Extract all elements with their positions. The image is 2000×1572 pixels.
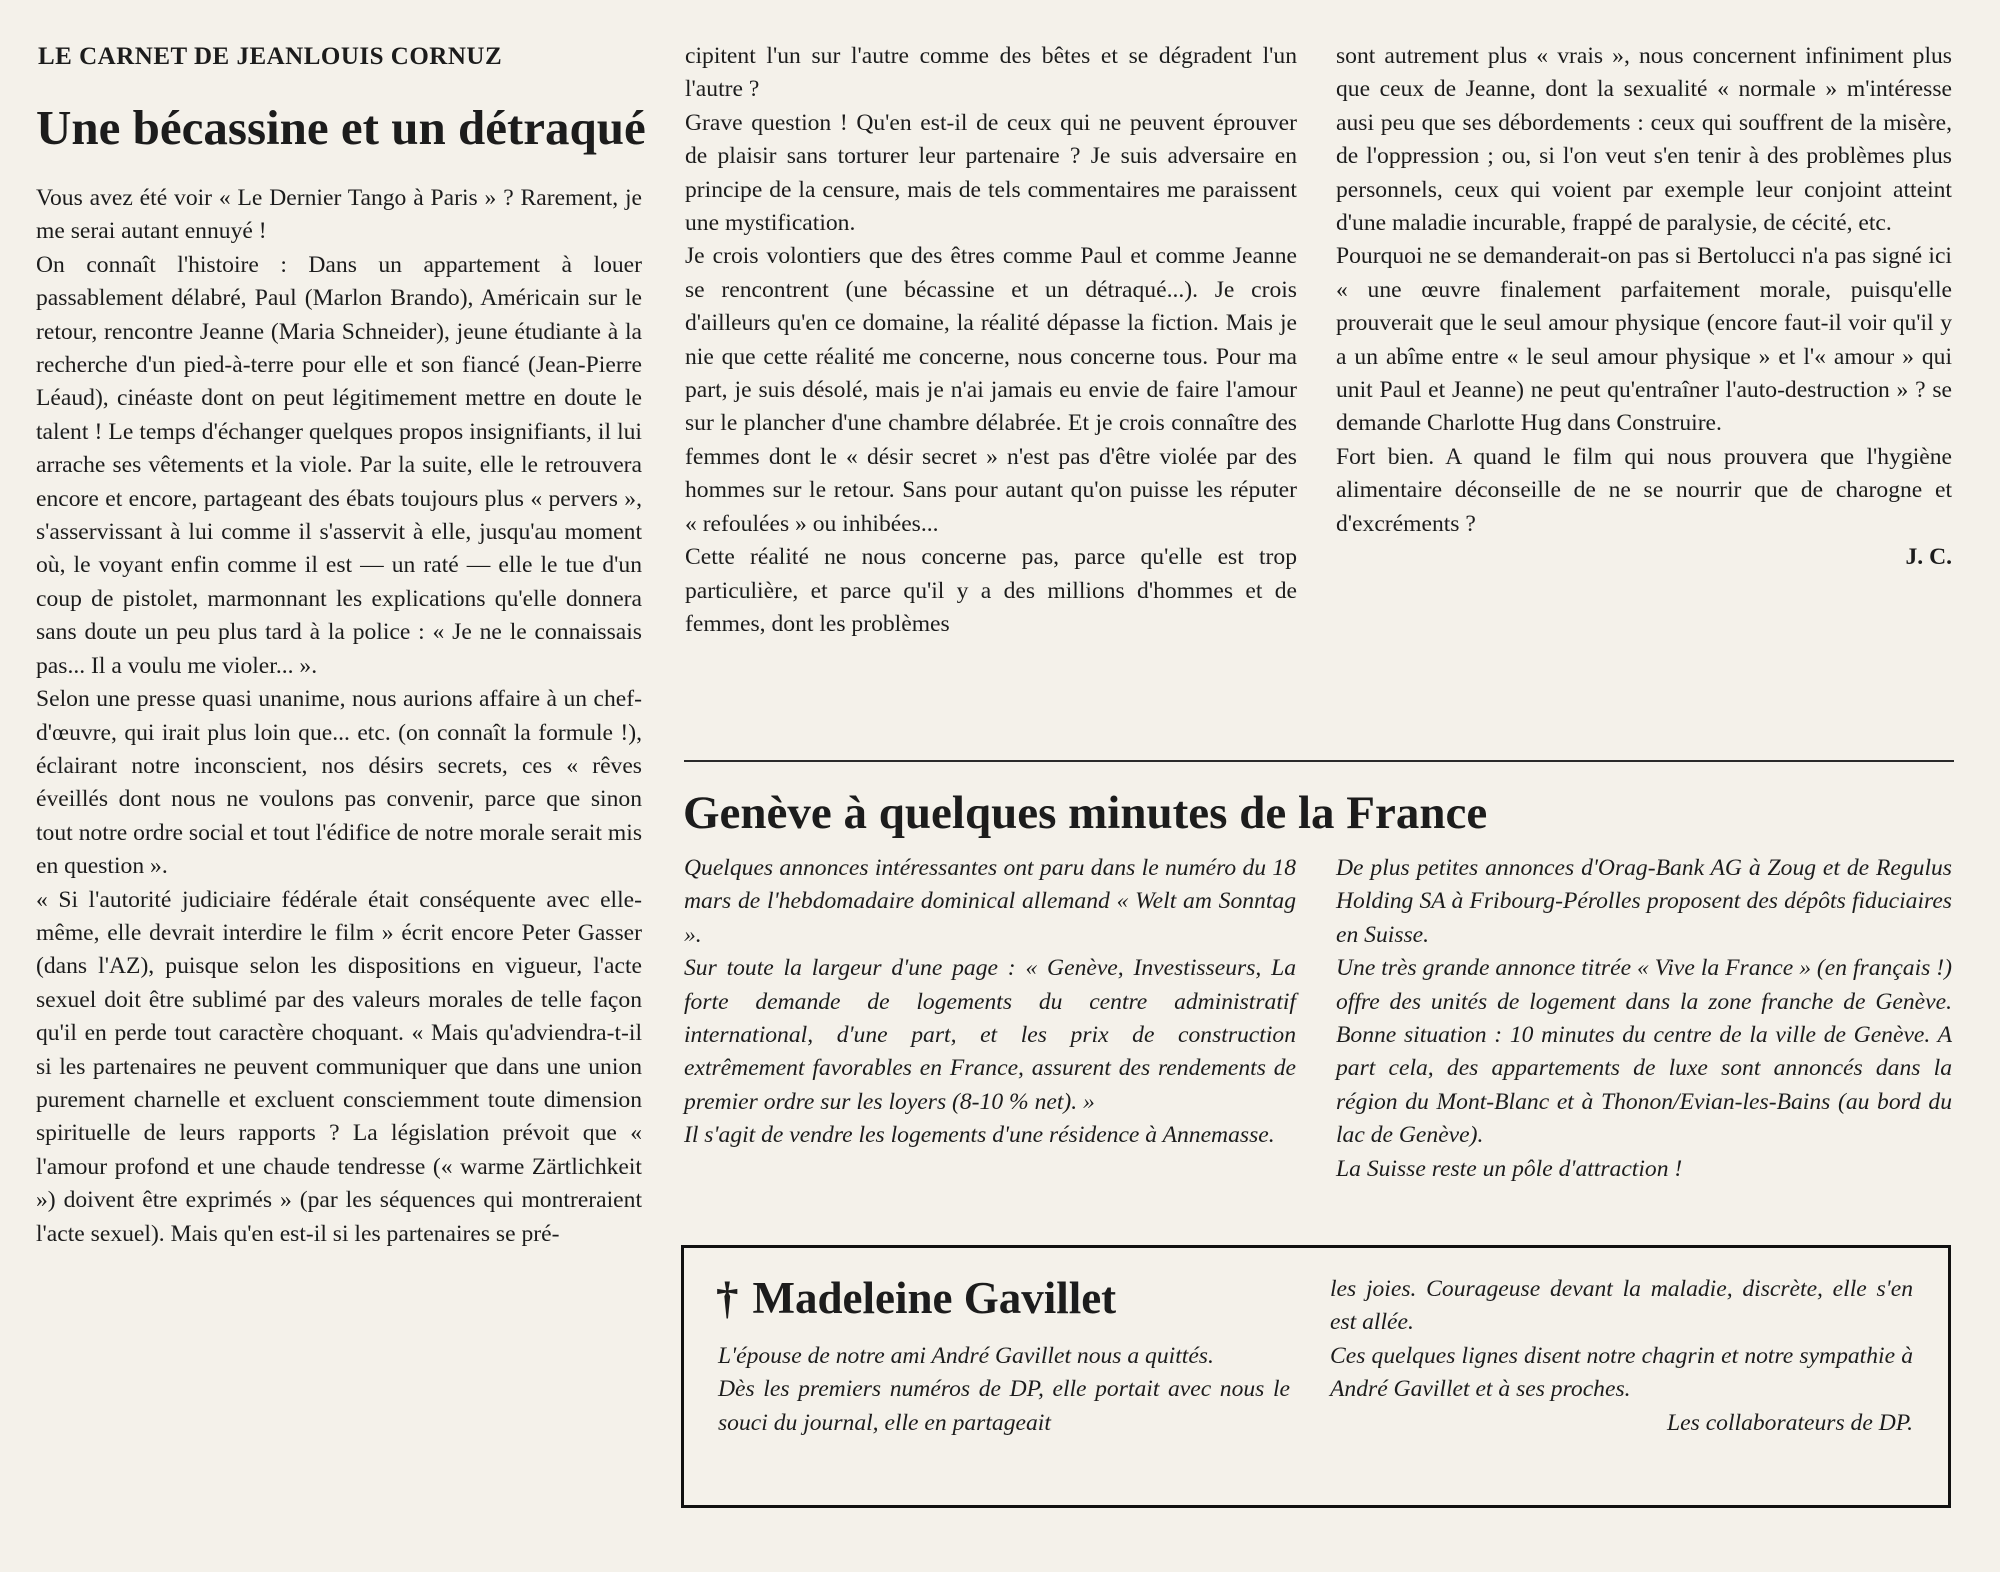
geneve-column-1 (684, 852, 1296, 1153)
paragraph: « Si l'autorité judiciaire fédérale était conséquente avec elle-même, elle devrait interdire le film » écrit encore Peter Gasser (dans l'AZ), puisque selon les dispositions en vigueur, l'acte sexuel doit être sublimé par des valeurs morales de telle façon qu'il en perde tout caractère choquant. « Mais qu'adviendra-t-il si les partenaires ne peuvent communiquer que dans une union purement charnelle et excluent consciemment toute dimension spirituelle de leurs rapports ? La législation prévoit que « l'amour profond et une chaude tendresse (« warme Zärtlichkeit ») doivent être exprimés » (par les séquences qui montreraient l'acte sexuel). Mais qu'en est-il si les partenaires se pré- (36, 886, 642, 1247)
obituary-column-1 (718, 1340, 1290, 1440)
paragraph: Selon une presse quasi unanime, nous aurions affaire à un chef-d'œuvre, qui irait plus loin que... etc. (on connaît la formule !), éclairant notre inconscient, nos désirs secrets, ces « rêves éveillés dont nous ne voulons pas convenir, parce que sinon tout notre ordre social et tout l'édifice de notre morale serait mis en question ». (36, 686, 642, 880)
paragraph: Vous avez été voir « Le Dernier Tango à Paris » ? Rarement, je me serai autant ennuyé ! (36, 185, 642, 245)
paragraph: Quelques annonces intéressantes ont paru dans le numéro du 18 mars de l'hebdomadaire dominical allemand « Welt am Sonntag ». (684, 855, 1296, 948)
paragraph: Dès les premiers numéros de DP, elle portait avec nous le souci du journal, elle en partageait (718, 1376, 1290, 1436)
paragraph: Grave question ! Qu'en est-il de ceux qui ne peuvent éprouver de plaisir sans torturer leur partenaire ? Je suis adversaire en principe de la censure, mais de tels commentaires me paraissent une mystification. (685, 109, 1297, 237)
paragraph: On connaît l'histoire : Dans un appartement à louer passablement délabré, Paul (Marlon Brando), Américain sur le retour, rencontre Jeanne (Maria Schneider), jeune étudiante à la recherche d'un pied-à-terre pour elle et son fiancé (Jean-Pierre Léaud), cinéaste dont on peut légitimement mettre en doute le talent ! Le temps d'échanger quelques propos insignifiants, il lui arrache ses vêtements et la viole. Par la suite, elle le retrouvera encore et encore, partageant des ébats toujours plus « pervers », s'asservissant à lui comme il s'asservit à elle, jusqu'au moment où, le voyant enfin comme il est — un raté — elle le tue d'un coup de pistolet, marmonnant les explications qu'elle donnera sans doute un peu plus tard à la police : « Je ne le connaissais pas... Il a voulu me violer... ». (36, 251, 642, 679)
carnet-column-1 (36, 182, 642, 1251)
geneve-column-2 (1336, 852, 1952, 1186)
paragraph: Sur toute la largeur d'une page : « Genève, Investisseurs, La forte demande de logements du centre administratif international, d'une part, et les prix de construction extrêmement favorables en France, assurent des rendements de premier ordre sur les loyers (8-10 % net). » (684, 955, 1296, 1115)
obituary-name: Madeleine Gavillet (752, 1273, 1117, 1323)
section-divider (684, 760, 1954, 762)
paragraph: Je crois volontiers que des êtres comme Paul et comme Jeanne se rencontrent (une bécassine et un détraqué...). Je crois d'ailleurs qu'en ce domaine, la réalité dépasse la fiction. Mais je nie que cette réalité me concerne, nous concerne tous. Pour ma part, je suis désolé, mais je n'ai jamais eu envie de faire l'amour sur le plancher d'une chambre délabrée. Et je crois connaître des femmes dont le « désir secret » n'est pas d'être violée par des hommes sur le retour. Sans pour autant qu'on puisse les réputer « refoulées » ou inhibées... (685, 243, 1297, 537)
geneve-title: Genève à quelques minutes de la France (683, 787, 1488, 839)
paragraph: Pourquoi ne se demanderait-on pas si Bertolucci n'a pas signé ici « une œuvre finalement parfaitement morale, puisqu'elle prouverait que le seul amour physique (encore faut-il voir qu'il y a un abîme entre « le seul amour physique » et l'« amour » qui unit Paul et Jeanne) ne peut qu'entraîner l'auto-destruction » ? se demande Charlotte Hug dans Construire. (1336, 243, 1952, 437)
cross-icon: † (716, 1273, 739, 1323)
carnet-column-2 (685, 40, 1297, 641)
paragraph: les joies. Courageuse devant la maladie, discrète, elle s'en est allée. (1330, 1276, 1913, 1336)
article-title: Une bécassine et un détraqué (36, 100, 646, 155)
obituary-title (716, 1270, 1276, 1326)
paragraph: Cette réalité ne nous concerne pas, parce qu'elle est trop particulière, et parce qu'il y a des millions d'hommes et de femmes, dont les problèmes (685, 544, 1297, 637)
paragraph: De plus petites annonces d'Orag-Bank AG à Zoug et de Regulus Holding SA à Fribourg-Pérolles proposent des dépôts fiduciaires en Suisse. (1336, 855, 1952, 948)
paragraph: Une très grande annonce titrée « Vive la France » (en français !) offre des unités de logement dans la zone franche de Genève. Bonne situation : 10 minutes du centre de la ville de Genève. A part cela, des appartements de luxe sont annoncés dans la région du Mont-Blanc et à Thonon/Evian-les-Bains (au bord du lac de Genève). (1336, 955, 1952, 1149)
paragraph: Fort bien. A quand le film qui nous prouvera que l'hygiène alimentaire déconseille de ne se nourrir que de charogne et d'excréments ? (1336, 443, 1952, 537)
paragraph: Ces quelques lignes disent notre chagrin et notre sympathie à André Gavillet et à ses proches. (1330, 1342, 1913, 1403)
paragraph: L'épouse de notre ami André Gavillet nous a quittés. (718, 1343, 1214, 1369)
author-signature: J. C. (1905, 544, 1952, 571)
paragraph: La Suisse reste un pôle d'attraction ! (1336, 1155, 1683, 1182)
obituary-column-2 (1330, 1273, 1913, 1440)
carnet-column-3 (1336, 40, 1952, 575)
obituary-signature: Les collaborateurs de DP. (1667, 1409, 1913, 1436)
paragraph: Il s'agit de vendre les logements d'une résidence à Annemasse. (684, 1122, 1275, 1149)
paragraph: cipitent l'un sur l'autre comme des bêtes et se dégradent l'un l'autre ? (685, 43, 1297, 103)
paragraph: sont autrement plus « vrais », nous concernent infiniment plus que ceux de Jeanne, dont la sexualité « normale » m'intéresse ausi peu que ses débordements : ceux qui souffrent de la misère, de l'oppression ; ou, si l'on veut s'en tenir à des problèmes plus personnels, ceux qui voient par exemple leur conjoint atteint d'une maladie incurable, frappé de paralysie, de cécité, etc. (1336, 43, 1952, 237)
column-kicker: LE CARNET DE JEANLOUIS CORNUZ (38, 43, 503, 70)
